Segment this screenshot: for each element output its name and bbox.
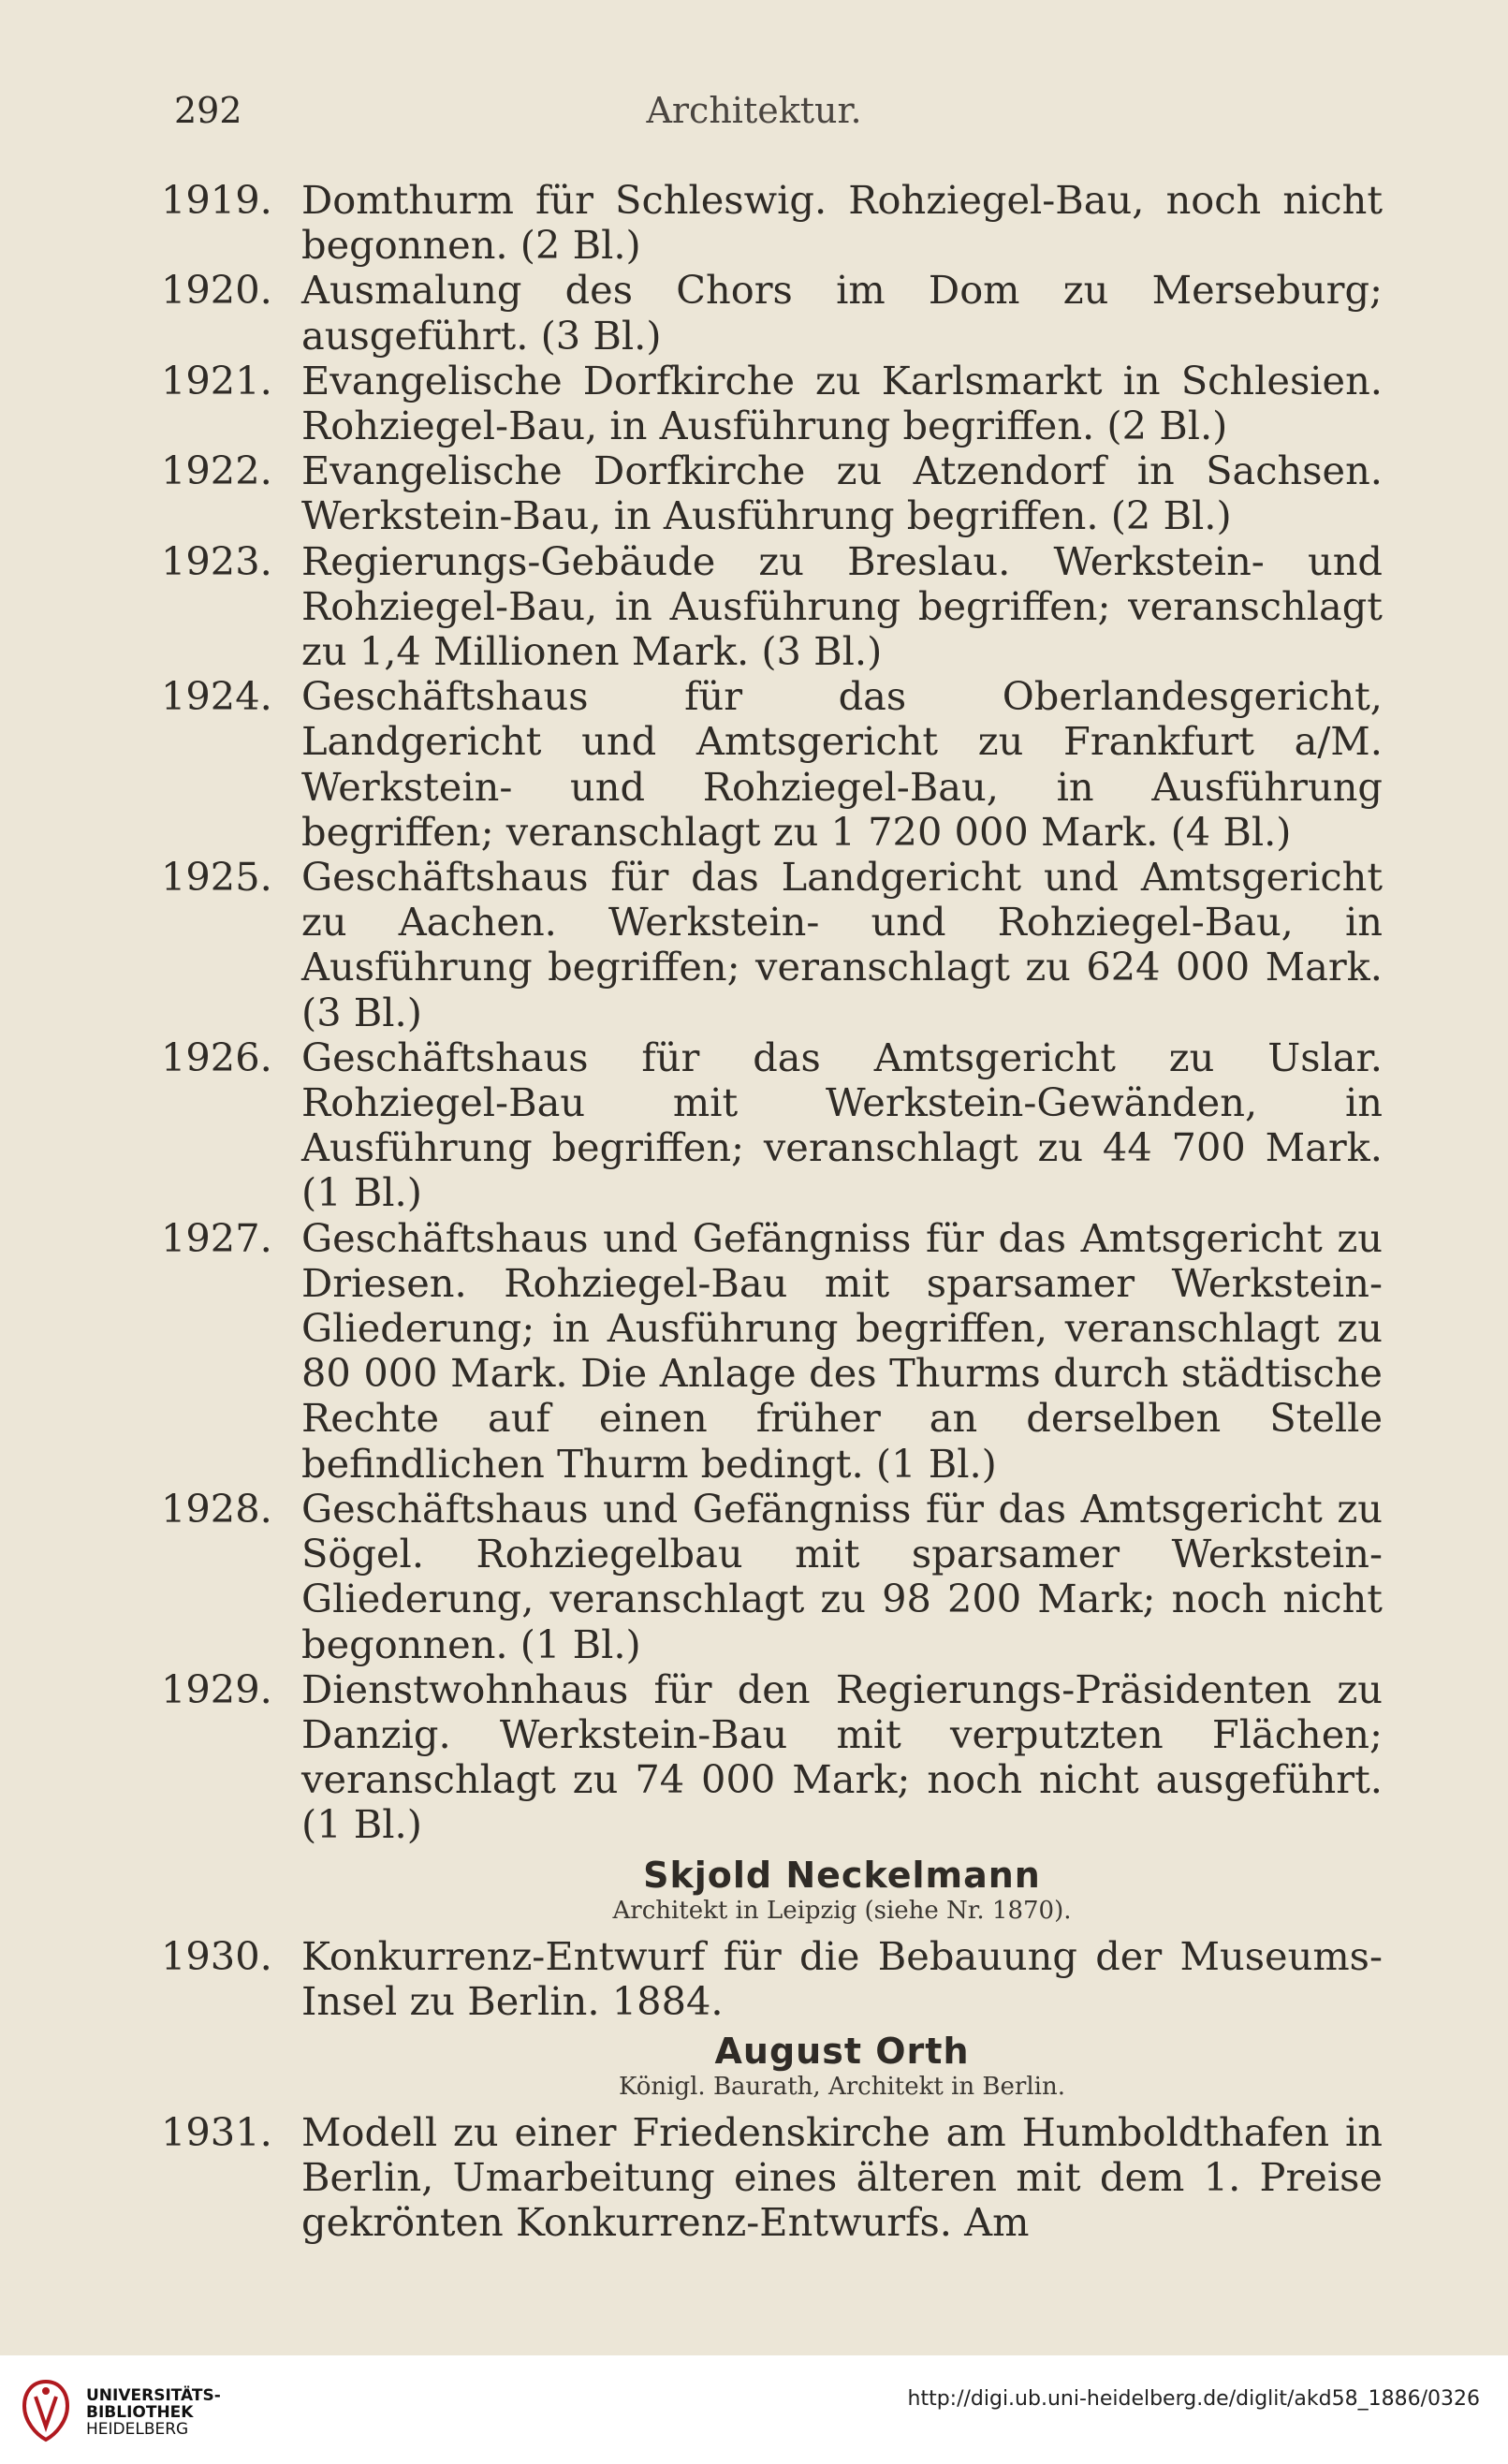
entry-number: 1925. <box>161 854 272 901</box>
entry-group <box>161 178 1383 1848</box>
source-url-link[interactable]: http://digi.ub.uni-heidelberg.de/diglit/akd58_1886/0326 <box>907 2387 1480 2411</box>
entry-number: 1927. <box>161 1214 272 1261</box>
catalog-entry <box>161 1667 1383 1848</box>
entry-text: Geschäftshaus für das Oberlandesgericht, Landgericht und Amtsgericht zu Frankfurt a/M. Werkstein- und Rohziegel-Bau, in Ausführung begriffen; veranschlagt zu 1 720 000 Mark. (4 Bl.) <box>301 673 1383 855</box>
entry-text: Regierungs-Gebäude zu Breslau. Werkstein- und Rohziegel-Bau, in Ausführung begriffen; veranschlagt zu 1,4 Millionen Mark. (3 Bl.) <box>301 537 1383 675</box>
entry-text: Modell zu einer Friedenskirche am Humboldthafen in Berlin, Umarbeitung eines älteren mit dem 1. Preise gekrönten Konkurrenz-Entwurfs. Am <box>301 2108 1383 2246</box>
entry-text: Ausmalung des Chors im Dom zu Merseburg; ausgeführt. (3 Bl.) <box>301 267 1383 359</box>
author-description: Architekt in Leipzig (siehe Nr. 1870). <box>612 1896 1072 1925</box>
entry-text: Domthurm für Schleswig. Rohziegel-Bau, noch nicht begonnen. (2 Bl.) <box>301 177 1383 269</box>
entry-number: 1920. <box>161 267 272 314</box>
catalog-entry <box>161 268 1383 358</box>
entry-text: Geschäftshaus für das Amtsgericht zu Uslar. Rohziegel-Bau mit Werkstein-Gewänden, in Ausführung begriffen; veranschlagt zu 44 700 Mark. (1 Bl.) <box>301 1034 1383 1216</box>
author-heading <box>161 2030 1383 2101</box>
entry-text: Geschäftshaus und Gefängniss für das Amtsgericht zu Sögel. Rohziegelbau mit sparsamer Werkstein-Gliederung, veranschlagt zu 98 200 Mark; noch nicht begonnen. (1 Bl.) <box>301 1485 1383 1667</box>
author-heading <box>161 1854 1383 1925</box>
library-name <box>86 2387 221 2438</box>
entry-text: Dienstwohnhaus für den Regierungs-Präsidenten zu Danzig. Werkstein-Bau mit verputzten Flächen; veranschlagt zu 74 000 Mark; noch nicht ausgeführt. (1 Bl.) <box>301 1665 1383 1848</box>
entry-text: Geschäftshaus für das Landgericht und Amtsgericht zu Aachen. Werkstein- und Rohziegel-Bau, in Ausführung begriffen; veranschlagt zu 624 000 Mark. (3 Bl.) <box>301 854 1383 1035</box>
entry-text: Evangelische Dorfkirche zu Atzendorf in Sachsen. Werkstein-Bau, in Ausführung begriffen. (2 Bl.) <box>301 447 1383 539</box>
digitization-footer <box>0 2355 1508 2464</box>
library-name-line: HEIDELBERG <box>86 2420 189 2439</box>
catalog-entry <box>161 2110 1383 2246</box>
entry-number: 1931. <box>161 2108 272 2155</box>
catalog-entry <box>161 539 1383 675</box>
entry-number: 1926. <box>161 1034 272 1080</box>
page-header <box>0 90 1508 137</box>
entry-number: 1922. <box>161 447 272 494</box>
catalog-entry <box>161 1487 1383 1667</box>
entry-number: 1930. <box>161 1932 272 1979</box>
author-description: Königl. Baurath, Architekt in Berlin. <box>619 2072 1065 2101</box>
catalog-content <box>161 178 1383 2246</box>
catalog-entry <box>161 1035 1383 1216</box>
catalog-entry <box>161 178 1383 268</box>
entry-text: Geschäftshaus und Gefängniss für das Amtsgericht zu Driesen. Rohziegel-Bau mit sparsamer Werkstein-Gliederung; in Ausführung begriffen, veranschlagt zu 80 000 Mark. Die Anlage des Thurms durch städtische Rechte auf einen früher an derselben Stelle befindlichen Thurm bedingt. (1 Bl.) <box>301 1214 1383 1487</box>
entry-text: Evangelische Dorfkirche zu Karlsmarkt in Schlesien. Rohziegel-Bau, in Ausführung begriffen. (2 Bl.) <box>301 357 1383 449</box>
author-name: Skjold Neckelmann <box>643 1854 1041 1896</box>
page-number: 292 <box>174 90 242 131</box>
entry-number: 1923. <box>161 537 272 584</box>
entry-text: Konkurrenz-Entwurf für die Bebauung der Museums-Insel zu Berlin. 1884. <box>301 1932 1383 2024</box>
catalog-entry <box>161 855 1383 1035</box>
library-name-line: UNIVERSITÄTS- <box>86 2386 221 2405</box>
library-logo-icon <box>17 2378 75 2443</box>
entry-number: 1928. <box>161 1485 272 1532</box>
catalog-entry <box>161 674 1383 855</box>
entry-number: 1919. <box>161 177 272 223</box>
catalog-entry <box>161 1216 1383 1487</box>
library-name-line: BIBLIOTHEK <box>86 2403 194 2422</box>
entry-number: 1929. <box>161 1665 272 1712</box>
catalog-entry <box>161 448 1383 538</box>
catalog-entry <box>161 359 1383 448</box>
running-title: Architektur. <box>646 90 862 131</box>
author-name: August Orth <box>714 2030 970 2072</box>
catalog-entry <box>161 1934 1383 2024</box>
entry-number: 1924. <box>161 673 272 720</box>
entry-number: 1921. <box>161 357 272 403</box>
